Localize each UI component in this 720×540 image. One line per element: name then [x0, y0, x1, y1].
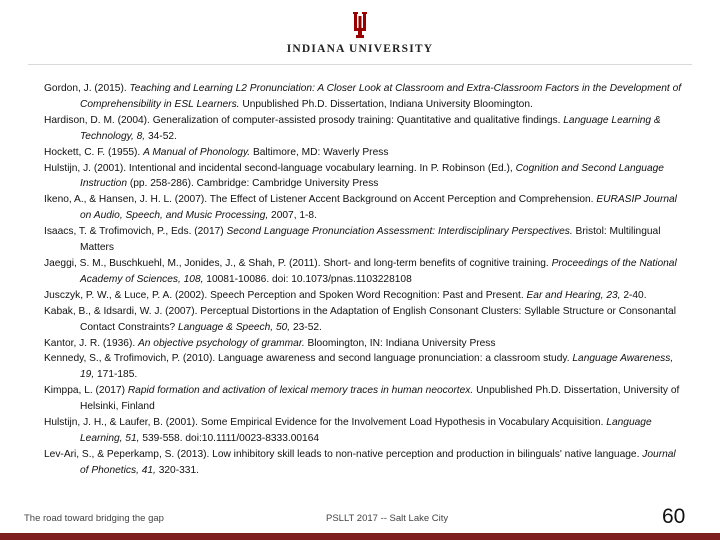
reference-source: Cognition and Second Language Instruction	[80, 162, 664, 190]
reference-entry	[44, 447, 684, 479]
reference-text: Jaeggi, S. M., Buschkuehl, M., Jonides, J., & Shah, P. (2011). Short- and long-term benefits of cognitive training.	[44, 257, 552, 269]
reference-entry	[44, 351, 684, 383]
reference-entry	[44, 224, 684, 256]
reference-source: Rapid formation and activation of lexical memory traces in human neocortex.	[127, 385, 474, 397]
slide-header	[0, 0, 720, 66]
reference-source: Journal of Phonetics, 41,	[80, 448, 676, 476]
reference-entry	[44, 145, 684, 161]
header-divider	[28, 64, 692, 65]
footer-title: The road toward bridging the gap	[24, 513, 164, 524]
reference-text: 10081-10086. doi: 10.1073/pnas.1103228108	[203, 273, 412, 285]
reference-text: 2007, 1-8.	[268, 210, 317, 222]
reference-text: Kimppa, L. (2017)	[44, 385, 128, 397]
reference-text: Hardison, D. M. (2004). Generalization of computer-assisted prosody training: Quantitative and qualitative findings.	[44, 114, 564, 126]
reference-source: A Manual of Phonology.	[143, 146, 251, 158]
reference-entry	[44, 81, 684, 113]
reference-text: Jusczyk, P. W., & Luce, P. A. (2002). Speech Perception and Spoken Word Recognition: Past and Present.	[44, 289, 527, 301]
reference-text: 34-52.	[145, 130, 177, 142]
reference-entry	[44, 256, 684, 288]
page-number: 60	[662, 505, 686, 528]
reference-source: Proceedings of the National Academy of Sciences, 108,	[80, 257, 677, 285]
reference-text: 2-40.	[620, 289, 647, 301]
reference-text: Unpublished Ph.D. Dissertation, Indiana University Bloomington.	[239, 98, 533, 110]
reference-source: Ear and Hearing, 23,	[526, 289, 621, 301]
reference-source: Teaching and Learning L2 Pronunciation: A Closer Look at Classroom and Extra-Classroom Factors in the Development of Comprehensibility in ESL Learners.	[80, 83, 682, 110]
reference-source: Language & Speech, 50,	[177, 321, 291, 333]
reference-entry	[44, 288, 684, 304]
reference-text: 23-52.	[290, 321, 322, 333]
reference-text: Isaacs, T. & Trofimovich, P., Eds. (2017)	[44, 226, 227, 238]
reference-text: Hulstijn, J. H., & Laufer, B. (2001). Some Empirical Evidence for the Involvement Load Hypothesis in Vocabulary Acquisition.	[44, 417, 607, 429]
reference-text: Ikeno, A., & Hansen, J. H. L. (2007). The Effect of Listener Accent Background on Accent Perception and Comprehension.	[44, 194, 597, 206]
reference-entry	[44, 415, 684, 447]
reference-text: Kennedy, S., & Trofimovich, P. (2010). Language awareness and second language pronunciation: a classroom study.	[44, 353, 573, 365]
reference-entry	[44, 304, 684, 336]
reference-source: EURASIP Journal on Audio, Speech, and Music Processing,	[80, 194, 677, 222]
reference-text: Hockett, C. F. (1955).	[44, 146, 144, 158]
reference-text: 539-558. doi:10.1111/0023-8333.00164	[139, 432, 320, 444]
reference-entry	[44, 336, 684, 352]
reference-text: Bloomington, IN: Indiana University Press	[304, 337, 496, 349]
reference-entry	[44, 161, 684, 193]
indiana-trident-icon	[349, 10, 371, 40]
reference-source: Language Learning, 51,	[80, 417, 652, 444]
reference-text: Kabak, B., & Idsardi, W. J. (2007). Perceptual Distortions in the Adaptation of English Consonant Clusters: Syllable Structure or Consonantal Contact Constraints?	[44, 305, 676, 333]
reference-source: Second Language Pronunciation Assessment: Interdisciplinary Perspectives.	[226, 226, 573, 238]
reference-text: (pp. 258-286). Cambridge: Cambridge University Press	[127, 178, 379, 190]
reference-text: 320-331.	[155, 464, 199, 476]
reference-text: 171-185.	[94, 369, 138, 381]
footer-conference: PSLLT 2017 -- Salt Lake City	[326, 513, 449, 524]
reference-text: Kantor, J. R. (1936).	[44, 337, 138, 349]
reference-text: Baltimore, MD: Waverly Press	[250, 146, 389, 158]
reference-entry	[44, 113, 684, 145]
reference-list	[44, 81, 684, 479]
reference-entry	[44, 383, 684, 415]
university-name: INDIANA UNIVERSITY	[286, 43, 434, 55]
reference-text: Gordon, J. (2015).	[44, 83, 130, 94]
reference-text: Lev-Ari, S., & Peperkamp, S. (2013). Low inhibitory skill leads to non-native perception and production in bilinguals' native language.	[44, 448, 643, 460]
reference-source: Language Awareness, 19,	[80, 353, 674, 381]
reference-text: Bristol: Multilingual Matters	[80, 226, 661, 254]
reference-text: Unpublished Ph.D. Dissertation, University of Helsinki, Finland	[80, 385, 680, 413]
reference-source: Language Learning & Technology, 8,	[80, 114, 661, 142]
reference-source: An objective psychology of grammar.	[138, 337, 305, 349]
reference-text: Hulstijn, J. (2001). Intentional and incidental second-language vocabulary learning. In P. Robinson (Ed.),	[44, 162, 516, 174]
footer-bar	[0, 533, 720, 540]
reference-entry	[44, 192, 684, 224]
